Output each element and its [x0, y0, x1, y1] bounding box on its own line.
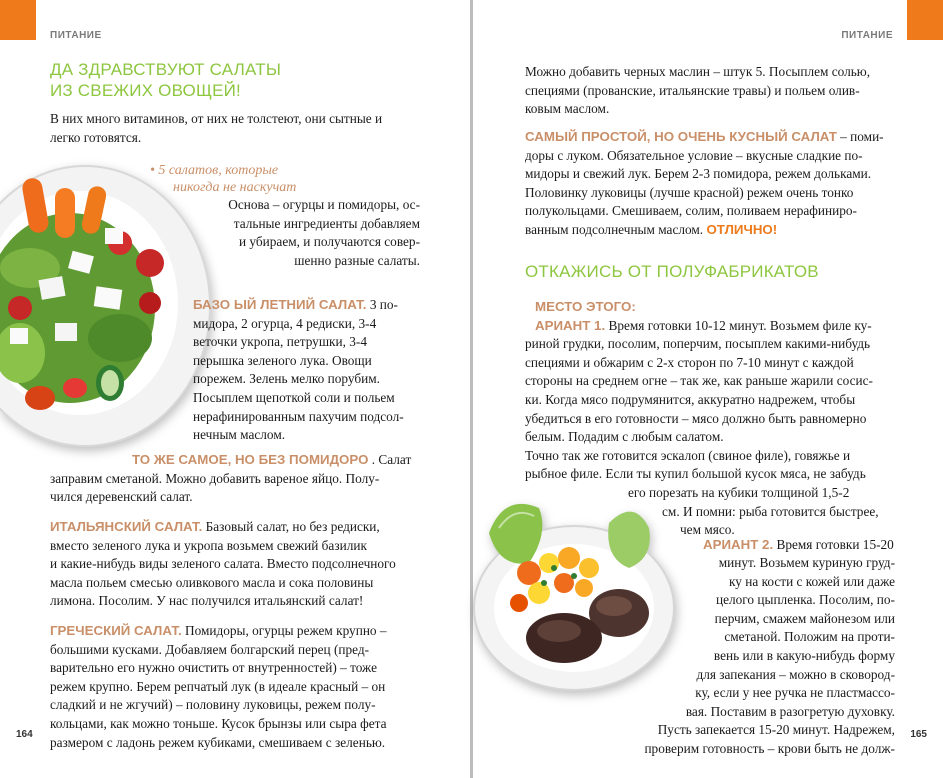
text-line: целого цыпленка. Посолим, по- [716, 592, 895, 608]
text-line: сметаной. Положим на проти- [724, 629, 895, 645]
orange-corner-tab [0, 0, 36, 40]
variant2-text [703, 536, 903, 555]
simple-salad-heading: САМЫЙ ПРОСТОЙ, НО ОЧЕНЬ КУСНЫЙ САЛАТ [525, 129, 837, 144]
text-line: перчим, смажем майонезом или [714, 610, 895, 626]
text-line: минут. Возьмем куриную груд- [718, 555, 895, 570]
text-line: ковым маслом. [525, 101, 610, 117]
text-line [525, 128, 930, 147]
summer-salad-text [193, 296, 423, 445]
text-line: тальные ингредиенты добавляем [233, 215, 420, 231]
orange-corner-tab [907, 0, 943, 40]
page-number: 165 [910, 729, 927, 740]
text-line: сладкий и не жгучий) – половину луковицы, режем полу- [50, 697, 376, 713]
text-line: Посыплем щепоткой соли и польем [193, 389, 395, 405]
same-salad-text [50, 451, 450, 507]
variant1-heading: АРИАНТ 1. [535, 317, 606, 333]
title-line: ИЗ СВЕЖИХ ОВОЩЕЙ! [50, 81, 241, 100]
text-line: размером с ладонь режем кубиками, смешиваем с зеленью. [50, 734, 386, 750]
text-line [50, 451, 450, 470]
text-line: вая. Поставим в разогретую духовку. [685, 703, 895, 719]
section-label: ПИТАНИЕ [50, 30, 102, 41]
text-line: мидора, 2 огурца, 4 редиски, 3-4 [193, 315, 377, 331]
text-line: порежем. Зелень мелко порубим. [193, 371, 380, 387]
text-run: ванным подсолнечным маслом. [525, 221, 704, 237]
text-line [50, 622, 460, 641]
text-line: ку на кости с кожей или даже [729, 573, 895, 589]
text-run: – поми- [840, 129, 884, 144]
text-line: специями (прованские, итальянские травы) и польем олив- [525, 82, 860, 98]
variant2-text-cont [644, 554, 895, 759]
text-run: . Салат [371, 452, 412, 467]
text-line [703, 536, 903, 555]
section-title: ОТКАЖИСЬ ОТ ПОЛУФАБРИКАТОВ [525, 262, 819, 281]
text-line: Можно добавить черных маслин – штук 5. Посыплем солью, [525, 64, 871, 79]
olives-text [525, 63, 925, 119]
text-line: полукольцами. Смешиваем, солим, поливаем нерафиниро- [525, 203, 857, 219]
text-line [525, 221, 930, 240]
right-page [473, 0, 943, 778]
text-line: нерафинированным пахучим подсол- [193, 408, 404, 424]
salad-plate-image [0, 158, 215, 458]
text-line: белым. Подадим с любым салатом. [525, 429, 724, 445]
bullet-heading [150, 162, 296, 196]
italian-salad-text [50, 518, 450, 611]
text-line: убедиться в его готовности – мясо должно быть равномерно [525, 410, 867, 426]
basis-text [228, 196, 420, 270]
text-line: стороны на среднем огне – так же, как раньше жарили сосис- [525, 373, 873, 389]
text-line: В них много витаминов, от них не толстеют, они сытные и [50, 111, 383, 126]
text-line: веточки укропа, петрушки, 3-4 [193, 334, 368, 350]
text-line: для запекания – можно в сковород- [696, 666, 895, 682]
text-line: специями и обжарим с 2-х сторон по 7-10 минут с каждой [525, 354, 854, 370]
text-line: чем мясо. [680, 522, 735, 538]
text-run: 3 по- [369, 297, 398, 312]
text-line: рыбное филе. Если ты купил большой кусок мяса, не забудь [525, 466, 866, 482]
text-line: перышка зеленого лука. Овощи [193, 352, 372, 368]
text-line: варительно его нужно очистить от внутренностей) – тоже [50, 660, 377, 676]
text-line: большими кусками. Добавляем болгарский перец (пред- [50, 641, 370, 657]
text-line: кольцами, как можно тоньше. Кусок брынзы или сыра фета [50, 715, 387, 731]
text-line: вместо зеленого лука и укропа возьмем свежий базилик [50, 537, 367, 553]
text-line: доры с луком. Обязательное условие – вкусные сладкие по- [525, 147, 863, 163]
page-title [50, 59, 281, 101]
text-line: вень или в какую-нибудь форму [713, 647, 895, 663]
text-line: и какие-нибудь виды зеленого салата. Вместо подсолнечного [50, 556, 396, 572]
greek-salad-heading: ГРЕЧЕСКИЙ САЛАТ. [50, 623, 182, 638]
excellent-label: ОТЛИЧНО! [706, 221, 778, 237]
text-line: и убираем, и получаются совер- [238, 234, 420, 250]
text-line: Основа – огурцы и помидоры, ос- [228, 197, 420, 212]
text-line: ки. Когда мясо подрумянится, аккуратно надрежем, чтобы [525, 391, 856, 407]
text-line: шенно разные салаты. [294, 252, 420, 268]
variant2-heading: АРИАНТ 2. [703, 537, 774, 552]
text-line: Пусть запекается 15-20 минут. Надрежем, [657, 722, 895, 738]
text-line: режем крупно. Берем репчатый лук (в идеале красный – он [50, 678, 386, 694]
text-line [525, 317, 935, 336]
instead-label: МЕСТО ЭТОГО: [535, 299, 636, 314]
left-page [0, 0, 470, 778]
text-run: Помидоры, огурцы режем крупно – [184, 623, 387, 638]
summer-salad-heading: БАЗО ЫЙ ЛЕТНИЙ САЛАТ. [193, 297, 367, 312]
text-line [50, 518, 450, 537]
text-line: нечным маслом. [193, 427, 286, 443]
greek-salad-text [50, 622, 460, 752]
text-line: риной грудки, посолим, поперчим, посыплем какими-нибудь [525, 336, 871, 352]
text-line: его порезать на кубики толщиной 1,5-2 [628, 484, 850, 500]
text-line [193, 296, 423, 315]
page-number: 164 [16, 729, 33, 740]
text-line: заправим сметаной. Можно добавить вареное яйцо. Полу- [50, 470, 380, 486]
title-line: ДА ЗДРАВСТВУЮТ САЛАТЫ [50, 60, 282, 79]
text-run: Время готовки 10-12 минут. Возьмем филе ку- [608, 317, 872, 333]
bullet-line: • 5 салатов, которые [150, 163, 279, 178]
text-line: проверим готовность – крови быть не долж- [644, 740, 895, 756]
text-line: мидоры и свежий лук. Берем 2-3 помидора, режем дольками. [525, 166, 872, 182]
text-line: чился деревенский салат. [50, 489, 193, 505]
italian-salad-heading: ИТАЛЬЯНСКИЙ САЛАТ. [50, 519, 203, 534]
bullet-line: никогда не наскучат [173, 180, 297, 195]
text-line: масла польем смесью оливкового масла и сока половины [50, 574, 374, 590]
text-line: Половинку луковицы (лучше красной) режем очень тонко [525, 184, 854, 200]
text-line: ку, если у нее ручка не пластмассо- [695, 685, 895, 701]
section-label: ПИТАНИЕ [841, 30, 893, 41]
text-line: см. И помни: рыба готовится быстрее, [662, 503, 879, 519]
simple-salad-text [525, 128, 930, 240]
intro-text [50, 110, 450, 147]
text-line [525, 298, 935, 317]
text-line: лимона. Посолим. У нас получился итальянский салат! [50, 593, 364, 609]
text-run: Время готовки 15-20 [776, 537, 894, 552]
text-line: Точно так же готовится эскалоп (свиное филе), говяжье и [525, 447, 851, 463]
text-line: легко готовятся. [50, 129, 142, 145]
text-run: Базовый салат, но без редиски, [205, 519, 380, 534]
same-salad-heading: ТО ЖЕ САМОЕ, НО БЕЗ ПОМИДОРО [132, 452, 369, 467]
